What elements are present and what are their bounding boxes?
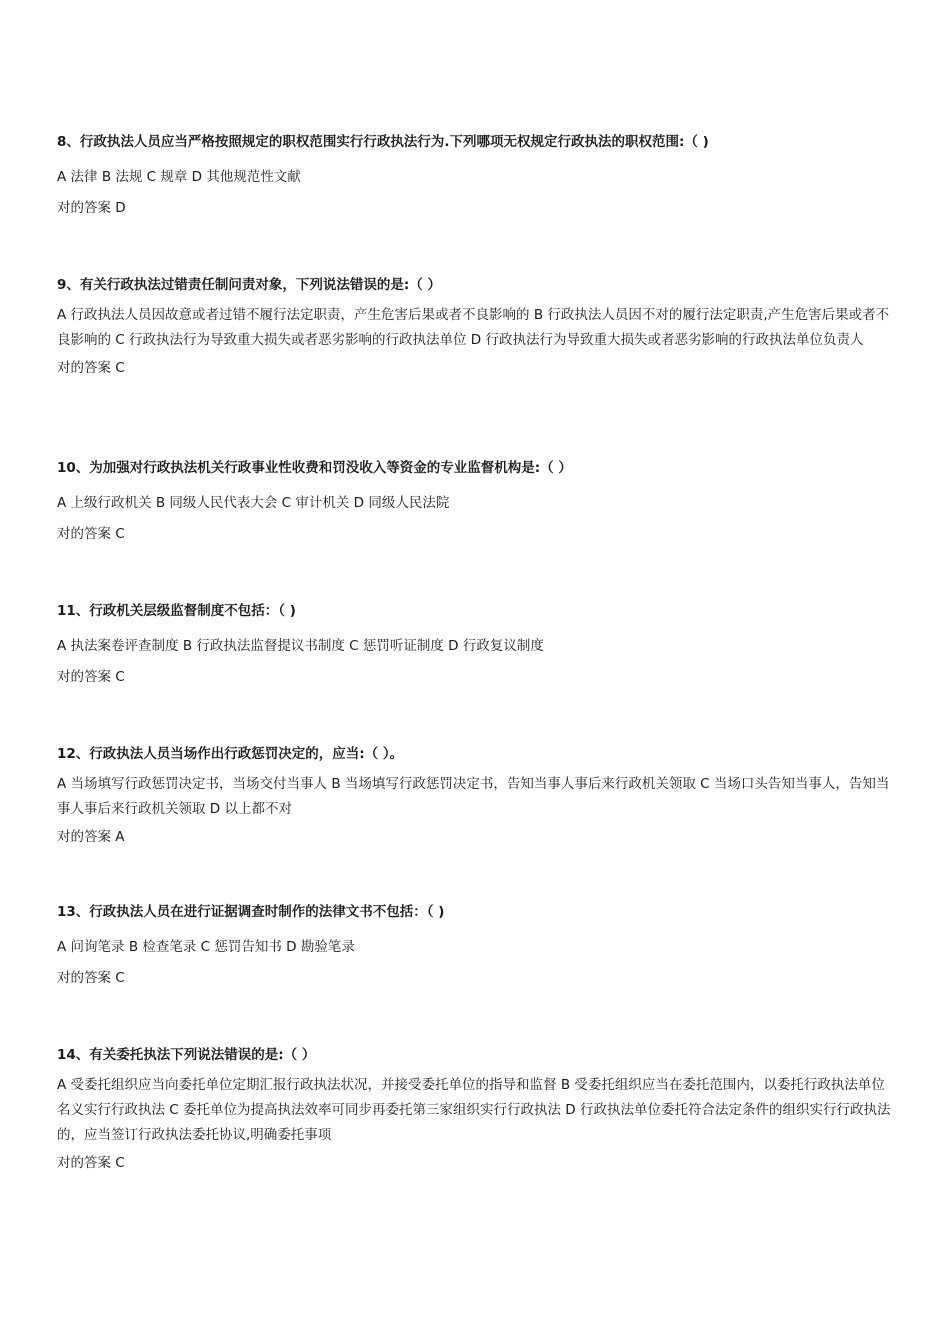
question-answer: 对的答案 C: [57, 970, 125, 986]
question-options: A 受委托组织应当向委托单位定期汇报行政执法状况，并接受委托单位的指导和监督 B 受委托组织应当在委托范围内，以委托行政执法单位名义实行行政执法 C 委托单位为提高执法效率可同步再委托第三家组织实行行政执法 D 行政执法单位委托符合法定条件的组织实行行政执法的，应当签订行政执法委托协议,明确委托事项: [57, 1077, 891, 1143]
question-title: 12、行政执法人员当场作出行政惩罚决定的，应当:（ ）。: [57, 746, 404, 762]
question-title: 8、行政执法人员应当严格按照规定的职权范围实行行政执法行为.下列哪项无权规定行政执法的职权范围:（ ): [57, 134, 709, 150]
question-options: A 问询笔录 B 检查笔录 C 惩罚告知书 D 勘验笔录: [57, 939, 355, 955]
question-14: [57, 1046, 895, 1172]
question-13: [57, 903, 895, 987]
question-answer: 对的答案 D: [57, 200, 126, 216]
question-options: A 上级行政机关 B 同级人民代表大会 C 审计机关 D 同级人民法院: [57, 495, 450, 511]
question-answer: 对的答案 C: [57, 1155, 125, 1171]
question-answer: 对的答案 C: [57, 526, 125, 542]
question-options: A 法律 B 法规 C 规章 D 其他规范性文献: [57, 169, 301, 185]
question-9: [57, 276, 895, 377]
question-title: 10、为加强对行政执法机关行政事业性收费和罚没收入等资金的专业监督机构是:（ ）: [57, 460, 572, 476]
question-answer: 对的答案 A: [57, 829, 125, 845]
question-11: [57, 602, 895, 686]
question-options: A 行政执法人员因故意或者过错不履行法定职责，产生危害后果或者不良影响的 B 行政执法人员因不对的履行法定职责,产生危害后果或者不良影响的 C 行政执法行为导致重大损失或者恶劣影响的行政执法单位 D 行政执法行为导致重大损失或者恶劣影响的行政执法单位负责人: [57, 307, 890, 348]
question-title: 14、有关委托执法下列说法错误的是:（ ）: [57, 1047, 316, 1063]
question-8: [57, 133, 895, 217]
question-title: 11、行政机关层级监督制度不包括：（ ): [57, 603, 296, 619]
question-answer: 对的答案 C: [57, 669, 125, 685]
question-options: A 当场填写行政惩罚决定书，当场交付当事人 B 当场填写行政惩罚决定书，告知当事人事后来行政机关领取 C 当场口头告知当事人，告知当事人事后来行政机关领取 D 以上都不对: [57, 776, 890, 817]
question-12: [57, 745, 895, 846]
question-10: [57, 459, 895, 543]
question-answer: 对的答案 C: [57, 360, 125, 376]
question-title: 9、有关行政执法过错责任制问责对象，下列说法错误的是:（ ）: [57, 277, 441, 293]
question-options: A 执法案卷评查制度 B 行政执法监督提议书制度 C 惩罚听证制度 D 行政复议制度: [57, 638, 544, 654]
question-title: 13、行政执法人员在进行证据调查时制作的法律文书不包括：（ ): [57, 904, 445, 920]
